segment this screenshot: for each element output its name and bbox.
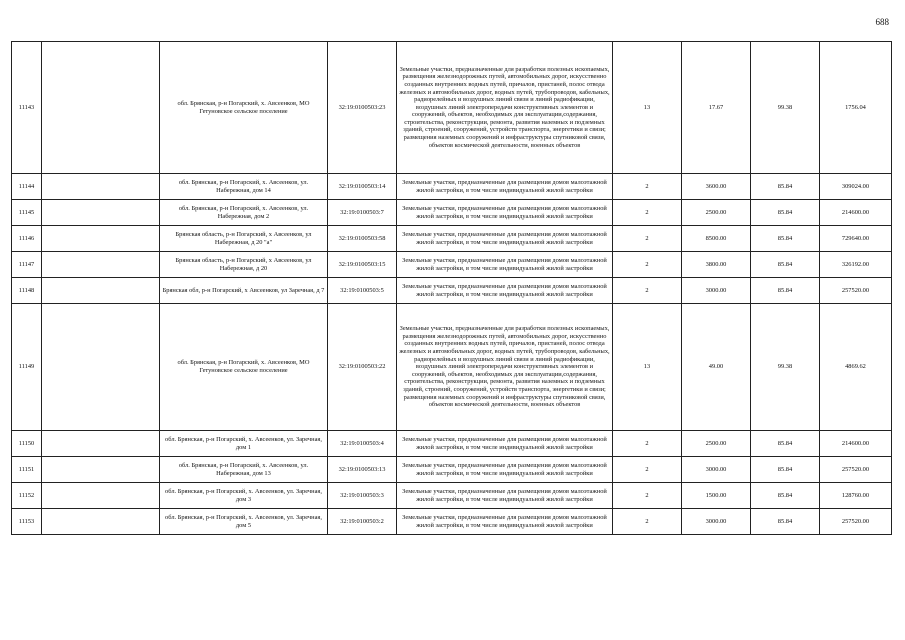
land-purpose-cell: Земельные участки, предназначенные для размещения домов малоэтажной жилой застройки, в том числе индивидуальной жилой застройки xyxy=(397,278,613,304)
area-cell: 3000.00 xyxy=(682,278,751,304)
empty-cell xyxy=(42,509,160,535)
land-purpose-cell: Земельные участки, предназначенные для разработки полезных ископаемых, размещения железнодорожных путей, автомобильных дорог, искусственно созданных внутренних водных путей, причалов, пристаней, полос отвода железных и автомобильных дорог, водных путей, трубопроводов, кабельных, радиорелейных и воздушных линий связи и линий радиофикации, воздушных линий электропередачи конструктивных элементов и сооружений, объектов, необходимых для эксплуатации,содержания, строительства, реконструкции, ремонта, развития наземных и подземных зданий, строений, сооружений, устройств транспорта, энергетики и связи; размещения наземных сооружений и инфраструктуры спутниковой связи, объектов космической деятельности, военных объектов xyxy=(397,42,613,174)
rate-cell: 85.84 xyxy=(751,174,820,200)
table-row xyxy=(12,200,892,226)
cadastral-number-cell: 32:19:0100503:14 xyxy=(328,174,397,200)
land-purpose-cell: Земельные участки, предназначенные для размещения домов малоэтажной жилой застройки, в том числе индивидуальной жилой застройки xyxy=(397,509,613,535)
row-number: 11144 xyxy=(12,174,42,200)
category-code-cell: 2 xyxy=(613,509,682,535)
address-cell: обл. Брянская, р-н Погарский, х. Авсеенков, ул. Заречная, дом 1 xyxy=(160,431,328,457)
area-cell: 3600.00 xyxy=(682,174,751,200)
area-cell: 3000.00 xyxy=(682,509,751,535)
address-cell: обл. Брянская, р-н Погарский, х. Авсеенков, МО Гетуновское сельское поселение xyxy=(160,304,328,431)
area-cell: 8500.00 xyxy=(682,226,751,252)
category-code-cell: 2 xyxy=(613,174,682,200)
cadastral-value-cell: 214600.00 xyxy=(820,431,892,457)
table-row xyxy=(12,174,892,200)
area-cell: 2500.00 xyxy=(682,431,751,457)
area-cell: 2500.00 xyxy=(682,200,751,226)
cadastral-number-cell: 32:19:0100503:5 xyxy=(328,278,397,304)
cadastral-value-cell: 4869.62 xyxy=(820,304,892,431)
cadastral-value-cell: 729640.00 xyxy=(820,226,892,252)
land-purpose-cell: Земельные участки, предназначенные для размещения домов малоэтажной жилой застройки, в том числе индивидуальной жилой застройки xyxy=(397,200,613,226)
table-row xyxy=(12,252,892,278)
category-code-cell: 2 xyxy=(613,483,682,509)
table-row xyxy=(12,431,892,457)
empty-cell xyxy=(42,304,160,431)
table-row xyxy=(12,457,892,483)
empty-cell xyxy=(42,174,160,200)
address-cell: обл. Брянская, р-н Погарский, х. Авсеенков, ул. Набережная, дом 2 xyxy=(160,200,328,226)
land-purpose-cell: Земельные участки, предназначенные для размещения домов малоэтажной жилой застройки, в том числе индивидуальной жилой застройки xyxy=(397,483,613,509)
area-cell: 17.67 xyxy=(682,42,751,174)
row-number: 11148 xyxy=(12,278,42,304)
table-row xyxy=(12,42,892,174)
row-number: 11145 xyxy=(12,200,42,226)
cadastral-number-cell: 32:19:0100503:13 xyxy=(328,457,397,483)
rate-cell: 99.38 xyxy=(751,304,820,431)
address-cell: Брянская обл, р-н Погарский, х Авсеенков, ул Заречная, д 7 xyxy=(160,278,328,304)
empty-cell xyxy=(42,252,160,278)
rate-cell: 85.84 xyxy=(751,457,820,483)
row-number: 11153 xyxy=(12,509,42,535)
cadastral-number-cell: 32:19:0100503:2 xyxy=(328,509,397,535)
empty-cell xyxy=(42,483,160,509)
address-cell: обл. Брянская, р-н Погарский, х. Авсеенков, ул. Набережная, дом 13 xyxy=(160,457,328,483)
category-code-cell: 2 xyxy=(613,457,682,483)
cadastral-number-cell: 32:19:0100503:58 xyxy=(328,226,397,252)
area-cell: 49.00 xyxy=(682,304,751,431)
empty-cell xyxy=(42,226,160,252)
land-registry-table xyxy=(11,41,892,535)
cadastral-number-cell: 32:19:0100503:3 xyxy=(328,483,397,509)
page-number: 688 xyxy=(875,17,889,27)
empty-cell xyxy=(42,431,160,457)
empty-cell xyxy=(42,278,160,304)
table-row xyxy=(12,304,892,431)
empty-cell xyxy=(42,42,160,174)
land-purpose-cell: Земельные участки, предназначенные для размещения домов малоэтажной жилой застройки, в том числе индивидуальной жилой застройки xyxy=(397,252,613,278)
address-cell: обл. Брянская, р-н Погарский, х. Авсеенков, ул. Заречная, дом 3 xyxy=(160,483,328,509)
empty-cell xyxy=(42,457,160,483)
cadastral-value-cell: 257520.00 xyxy=(820,509,892,535)
cadastral-value-cell: 214600.00 xyxy=(820,200,892,226)
rate-cell: 85.84 xyxy=(751,200,820,226)
cadastral-number-cell: 32:19:0100503:7 xyxy=(328,200,397,226)
rate-cell: 85.84 xyxy=(751,278,820,304)
address-cell: Брянская область, р-н Погарский, х Авсеенков, ул Набережная, д 20 xyxy=(160,252,328,278)
land-purpose-cell: Земельные участки, предназначенные для разработки полезных ископаемых, размещения железнодорожных путей, автомобильных дорог, искусственно созданных внутренних водных путей, причалов, пристаней, полос отвода железных и автомобильных дорог, водных путей, трубопроводов, кабельных, радиорелейных и воздушных линий связи и линий радиофикации, воздушных линий электропередачи конструктивных элементов и сооружений, объектов, необходимых для эксплуатации,содержания, строительства, реконструкции, ремонта, развития наземных и подземных зданий, строений, сооружений, устройств транспорта, энергетики и связи; размещения наземных сооружений и инфраструктуры спутниковой связи, объектов космической деятельности, военных объектов xyxy=(397,304,613,431)
rate-cell: 85.84 xyxy=(751,431,820,457)
land-purpose-cell: Земельные участки, предназначенные для размещения домов малоэтажной жилой застройки, в том числе индивидуальной жилой застройки xyxy=(397,174,613,200)
land-purpose-cell: Земельные участки, предназначенные для размещения домов малоэтажной жилой застройки, в том числе индивидуальной жилой застройки xyxy=(397,457,613,483)
area-cell: 1500.00 xyxy=(682,483,751,509)
category-code-cell: 2 xyxy=(613,226,682,252)
category-code-cell: 2 xyxy=(613,431,682,457)
rate-cell: 85.84 xyxy=(751,483,820,509)
table-row xyxy=(12,226,892,252)
row-number: 11152 xyxy=(12,483,42,509)
table-row xyxy=(12,509,892,535)
row-number: 11146 xyxy=(12,226,42,252)
land-purpose-cell: Земельные участки, предназначенные для размещения домов малоэтажной жилой застройки, в том числе индивидуальной жилой застройки xyxy=(397,431,613,457)
cadastral-number-cell: 32:19:0100503:22 xyxy=(328,304,397,431)
row-number: 11149 xyxy=(12,304,42,431)
empty-cell xyxy=(42,200,160,226)
cadastral-value-cell: 1756.04 xyxy=(820,42,892,174)
category-code-cell: 2 xyxy=(613,252,682,278)
cadastral-number-cell: 32:19:0100503:15 xyxy=(328,252,397,278)
row-number: 11150 xyxy=(12,431,42,457)
category-code-cell: 2 xyxy=(613,200,682,226)
rate-cell: 85.84 xyxy=(751,252,820,278)
rate-cell: 85.84 xyxy=(751,509,820,535)
cadastral-value-cell: 326192.00 xyxy=(820,252,892,278)
address-cell: обл. Брянская, р-н Погарский, х. Авсеенков, ул. Заречная, дом 5 xyxy=(160,509,328,535)
cadastral-value-cell: 257520.00 xyxy=(820,457,892,483)
row-number: 11151 xyxy=(12,457,42,483)
cadastral-number-cell: 32:19:0100503:23 xyxy=(328,42,397,174)
address-cell: обл. Брянская, р-н Погарский, х. Авсеенков, ул. Набережная, дом 14 xyxy=(160,174,328,200)
table-row xyxy=(12,483,892,509)
category-code-cell: 2 xyxy=(613,278,682,304)
cadastral-value-cell: 128760.00 xyxy=(820,483,892,509)
address-cell: обл. Брянская, р-н Погарский, х. Авсеенков, МО Гетуновское сельское поселение xyxy=(160,42,328,174)
land-purpose-cell: Земельные участки, предназначенные для размещения домов малоэтажной жилой застройки, в том числе индивидуальной жилой застройки xyxy=(397,226,613,252)
area-cell: 3800.00 xyxy=(682,252,751,278)
rate-cell: 85.84 xyxy=(751,226,820,252)
cadastral-number-cell: 32:19:0100503:4 xyxy=(328,431,397,457)
rate-cell: 99.38 xyxy=(751,42,820,174)
area-cell: 3000.00 xyxy=(682,457,751,483)
address-cell: Брянская область, р-н Погарский, х Авсеенков, ул Набережная, д 20 "а" xyxy=(160,226,328,252)
row-number: 11143 xyxy=(12,42,42,174)
category-code-cell: 13 xyxy=(613,42,682,174)
cadastral-value-cell: 257520.00 xyxy=(820,278,892,304)
cadastral-value-cell: 309024.00 xyxy=(820,174,892,200)
category-code-cell: 13 xyxy=(613,304,682,431)
table-row xyxy=(12,278,892,304)
row-number: 11147 xyxy=(12,252,42,278)
